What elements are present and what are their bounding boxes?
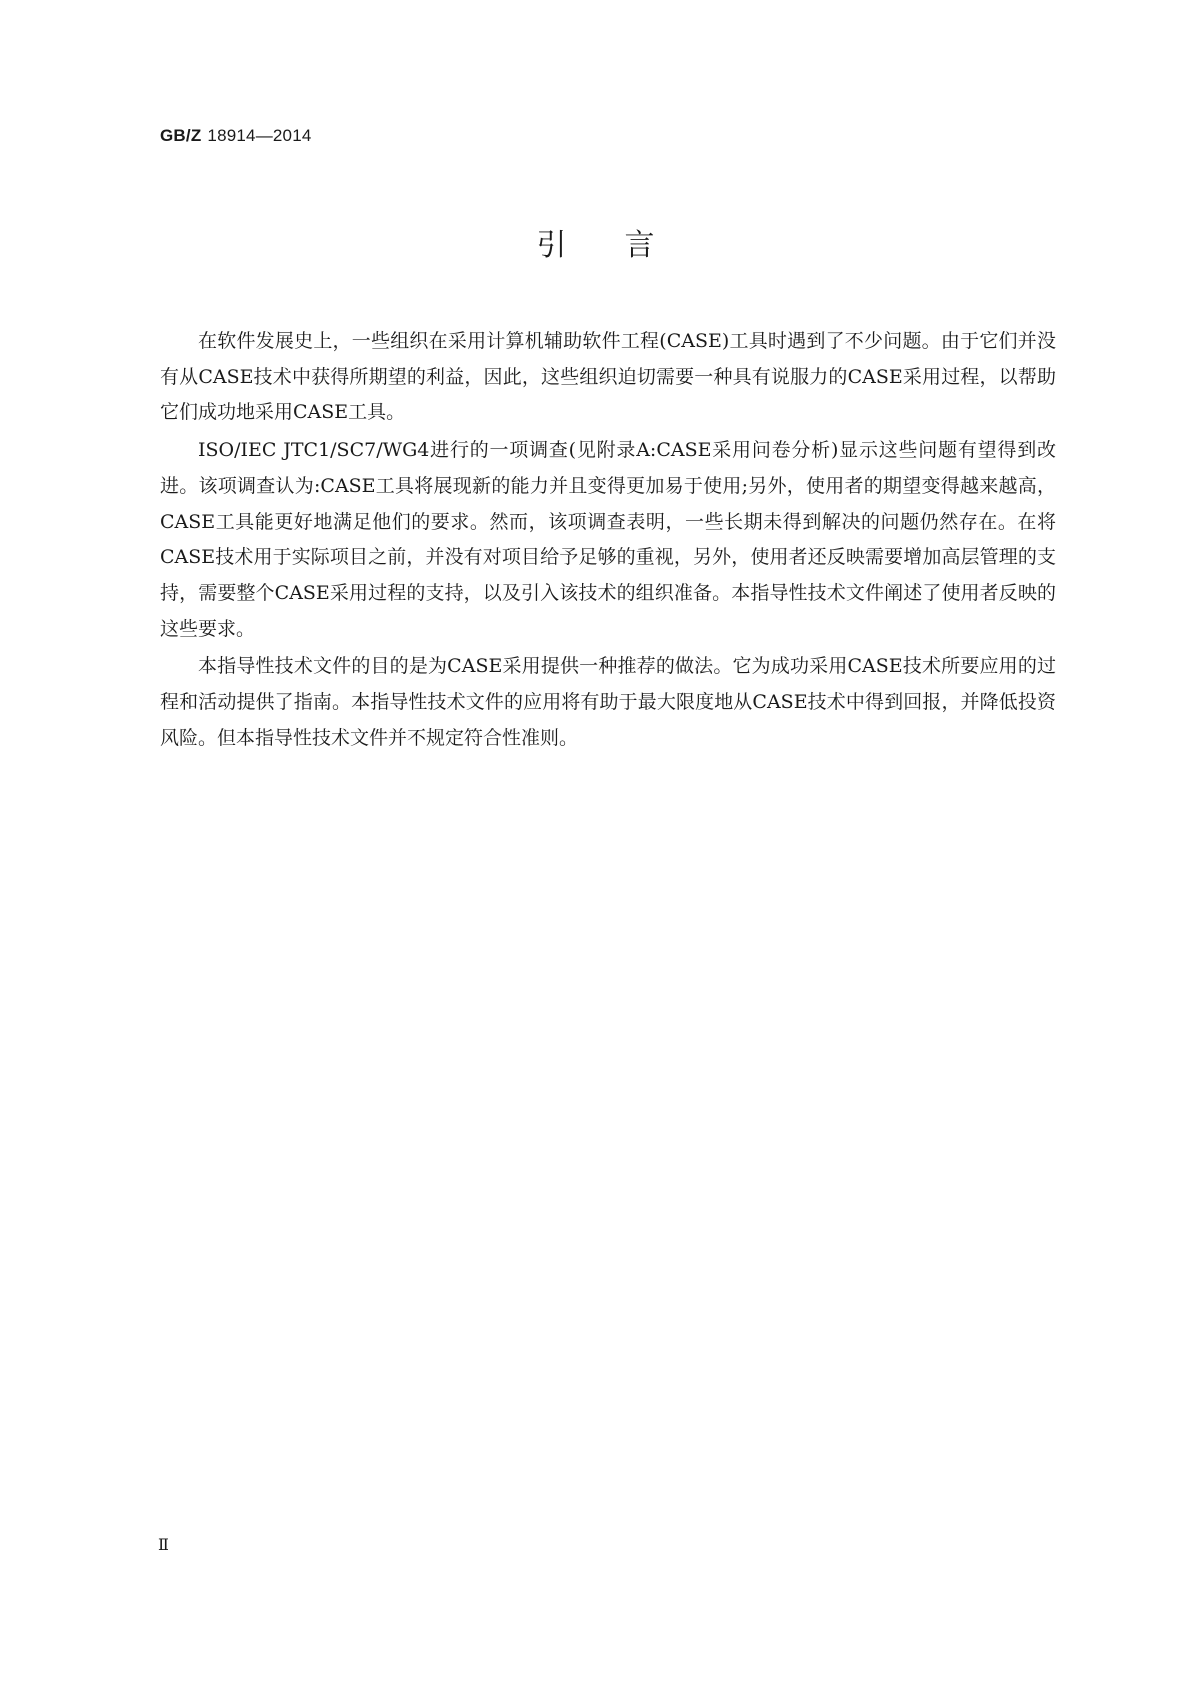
- page-title: 引言: [536, 228, 713, 263]
- standard-code: [160, 126, 312, 146]
- introduction-body: [160, 324, 1056, 758]
- paragraph-2: ISO/IEC JTC1/SC7/WG4进行的一项调查(见附录A:CASE采用问卷分析)显示这些问题有望得到改进。该项调查认为:CASE工具将展现新的能力并且变得更加易于使用;另外，使用者的期望变得越来越高，CASE工具能更好地满足他们的要求。然而，该项调查表明，一些长期未得到解决的问题仍然存在。在将CASE技术用于实际项目之前，并没有对项目给予足够的重视，另外，使用者还反映需要增加高层管理的支持，需要整个CASE采用过程的支持，以及引入该技术的组织准备。本指导性技术文件阐述了使用者反映的这些要求。: [160, 439, 1056, 640]
- standard-code-prefix: GB/Z: [160, 126, 202, 145]
- standard-code-number: 18914—2014: [207, 126, 312, 145]
- page-number: Ⅱ: [158, 1535, 169, 1554]
- paragraph-1: 在软件发展史上，一些组织在采用计算机辅助软件工程(CASE)工具时遇到了不少问题。由于它们并没有从CASE技术中获得所期望的利益，因此，这些组织迫切需要一种具有说服力的CASE采用过程，以帮助它们成功地采用CASE工具。: [160, 330, 1056, 424]
- paragraph-3: 本指导性技术文件的目的是为CASE采用提供一种推荐的做法。它为成功采用CASE技术所要应用的过程和活动提供了指南。本指导性技术文件的应用将有助于最大限度地从CASE技术中得到回报，并降低投资风险。但本指导性技术文件并不规定符合性准则。: [160, 655, 1056, 749]
